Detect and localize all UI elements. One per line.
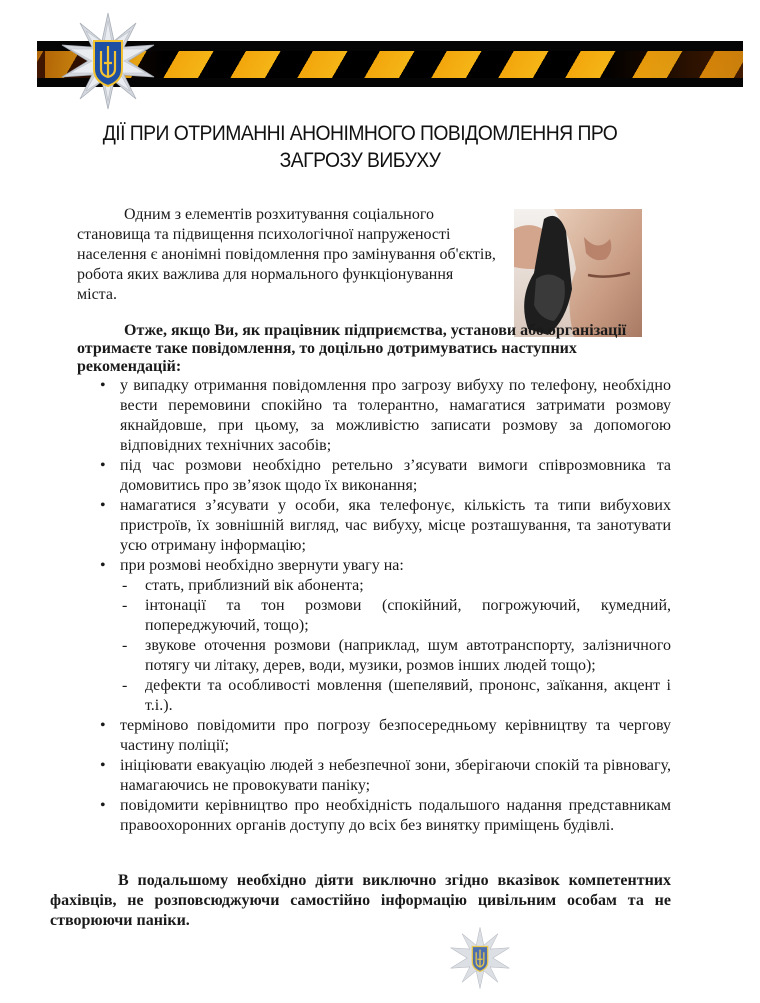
list-item-text: намагатися з’ясувати у особи, яка телефонує, кількість та типи вибухових пристроїв, їх зовнішній вигляд, час вибуху, місце розташування, та занотувати усю отриману інформацію; xyxy=(120,497,671,554)
bullet-icon: • xyxy=(100,557,106,574)
list-item-text: при розмові необхідно звернути увагу на: xyxy=(120,557,404,574)
dash-icon: - xyxy=(122,577,128,594)
dash-icon: - xyxy=(122,637,128,654)
sublist-item xyxy=(120,676,671,716)
sublist-item-text: звукове оточення розмови (наприклад, шум автотранспорту, залізничного потягу чи літаку, дерев, води, музики, розмов інших людей тощо); xyxy=(145,637,671,674)
bullet-icon: • xyxy=(100,797,106,814)
bullet-icon: • xyxy=(100,757,106,774)
attention-sublist xyxy=(120,576,671,716)
lead-text: Отже, якщо Ви, як працівник підприємства, установи або організації отримаєте таке повідомлення, то доцільно дотримуватись наступних рекомендацій: xyxy=(77,322,627,375)
list-item-text: повідомити керівництво про необхідність подальшого надання представникам правоохоронних органів доступу до всіх без винятку приміщень будівлі. xyxy=(120,797,671,834)
police-emblem-footer-icon xyxy=(448,926,512,990)
list-item xyxy=(95,756,671,796)
bullet-icon: • xyxy=(100,457,106,474)
sublist-item xyxy=(120,636,671,676)
intro-paragraph xyxy=(77,205,497,305)
lead-paragraph xyxy=(77,322,671,376)
recommendations-list xyxy=(95,376,671,836)
list-item xyxy=(95,496,671,556)
list-item-text: під час розмови необхідно ретельно з’ясувати вимоги співрозмовника та домовитись про зв’язок щодо їх виконання; xyxy=(120,457,671,494)
closing-paragraph xyxy=(50,871,671,931)
title-line-1: ДІЇ ПРИ ОТРИМАННІ АНОНІМНОГО ПОВІДОМЛЕННЯ ПРО xyxy=(102,121,618,145)
sublist-item xyxy=(120,596,671,636)
list-item xyxy=(95,796,671,836)
bullet-icon: • xyxy=(100,497,106,514)
closing-text: В подальшому необхідно діяти виключно згідно вказівок компетентних фахівців, не розповсюджуючи самостійно інформацію цивільним особам та не створюючи паніки. xyxy=(50,872,671,929)
list-item-text: ініціювати евакуацію людей з небезпечної зони, зберігаючи спокій та рівновагу, намагаючись не провокувати паніку; xyxy=(120,757,671,794)
list-item xyxy=(95,456,671,496)
dash-icon: - xyxy=(122,597,128,614)
sublist-item-text: стать, приблизний вік абонента; xyxy=(145,577,364,594)
intro-text: Одним з елементів розхитування соціального становища та підвищення психологічної напруженості населення є анонімні повідомлення про замінування об'єктів, робота яких важлива для нормального функціонування міста. xyxy=(77,206,496,303)
sublist-item-text: інтонації та тон розмови (спокійний, погрожуючий, кумедний, попереджуючий, тощо); xyxy=(145,597,671,634)
bullet-icon: • xyxy=(100,377,106,394)
title-line-2: ЗАГРОЗУ ВИБУХУ xyxy=(279,148,441,172)
page-title xyxy=(90,120,630,174)
dash-icon: - xyxy=(122,677,128,694)
list-item-text: терміново повідомити про погрозу безпосередньому керівництву та чергову частину поліції; xyxy=(120,717,671,754)
list-item xyxy=(95,556,671,716)
list-item xyxy=(95,376,671,456)
police-emblem-icon xyxy=(58,11,158,111)
sublist-item-text: дефекти та особливості мовлення (шепелявий, прононс, заїкання, акцент і т.і.). xyxy=(145,677,671,714)
bullet-icon: • xyxy=(100,717,106,734)
list-item-text: у випадку отримання повідомлення про загрозу вибуху по телефону, необхідно вести перемовини спокійно та толерантно, намагатися затримати розмову якнайдовше, при цьому, за можливістю записати розмову за допомогою відповідних технічних засобів; xyxy=(120,377,671,454)
sublist-item xyxy=(120,576,671,596)
man-on-phone-photo xyxy=(514,209,642,337)
list-item xyxy=(95,716,671,756)
